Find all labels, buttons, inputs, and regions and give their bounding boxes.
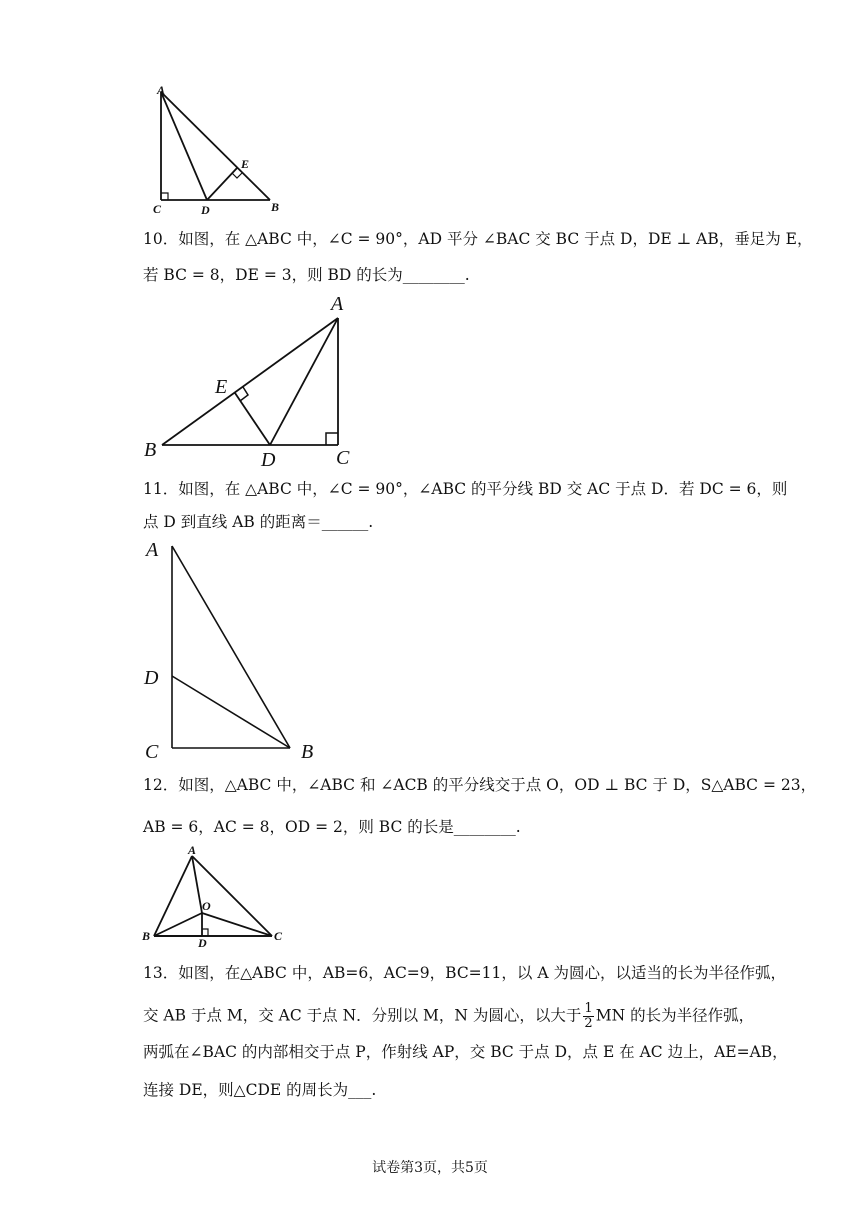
label-B: B bbox=[142, 929, 151, 943]
question-12-line-2: AB = 6，AC = 8，OD = 2，则 BC 的长是________. bbox=[143, 818, 521, 836]
question-10 bbox=[143, 229, 812, 249]
question-13-line-3: 两弧在∠BAC 的内部相交于点 P，作射线 AP，交 BC 于点 D，点 E 在 AC 边上，AE=AB， bbox=[143, 1043, 788, 1061]
question-13-continued-2 bbox=[143, 1002, 754, 1031]
fraction-numerator: 1 bbox=[584, 1001, 593, 1016]
label-E: E bbox=[215, 376, 228, 398]
label-C: C bbox=[153, 202, 162, 216]
segment-AB bbox=[154, 856, 192, 936]
question-13 bbox=[143, 963, 786, 983]
right-angle-mark-C bbox=[326, 433, 338, 445]
question-13-line-2a: 交 AB 于点 M，交 AC 于点 N．分别以 M，N 为圆心，以大于 bbox=[143, 1006, 582, 1025]
question-13-continued-3 bbox=[143, 1042, 788, 1062]
segment-DB bbox=[172, 676, 290, 748]
question-12-line-1: 如图，△ABC 中，∠ABC 和 ∠ACB 的平分线交于点 O，OD ⊥ BC 于 D，S△ABC = 23， bbox=[178, 776, 817, 794]
label-A: A bbox=[146, 539, 159, 561]
label-E: E bbox=[241, 157, 250, 171]
label-B: B bbox=[301, 741, 314, 763]
right-angle-mark-E bbox=[232, 173, 242, 178]
question-10-continued bbox=[143, 265, 470, 285]
label-C: C bbox=[336, 447, 350, 469]
fraction-one-half bbox=[583, 1002, 593, 1031]
figure-2 bbox=[140, 290, 360, 470]
label-C: C bbox=[145, 741, 159, 763]
question-12-continued bbox=[143, 817, 521, 837]
figure-3 bbox=[140, 536, 340, 766]
question-13-number: 13． bbox=[143, 964, 179, 982]
right-angle-mark-C bbox=[161, 193, 168, 200]
question-13-line-1: 如图，在△ABC 中，AB=6，AC=9，BC=11，以 A 为圆心，以适当的长为半径作弧， bbox=[178, 964, 786, 982]
label-O: O bbox=[202, 899, 211, 913]
question-11-line-2: 点 D 到直线 AB 的距离＝______. bbox=[143, 513, 374, 531]
right-angle-mark-E bbox=[240, 387, 248, 401]
figure-4-svg bbox=[140, 842, 290, 952]
segment-AB bbox=[161, 92, 270, 200]
question-11 bbox=[143, 479, 787, 499]
segment-BO bbox=[154, 913, 202, 936]
label-A: A bbox=[157, 83, 166, 97]
question-10-line-1: 如图，在 △ABC 中，∠C = 90°，AD 平分 ∠BAC 交 BC 于点 D，DE ⊥ AB，垂足为 E， bbox=[178, 230, 813, 248]
question-11-continued bbox=[143, 512, 373, 532]
label-D: D bbox=[144, 667, 159, 689]
question-13-continued-4 bbox=[143, 1080, 376, 1100]
figure-1 bbox=[148, 80, 298, 216]
label-C: C bbox=[274, 929, 283, 943]
label-A: A bbox=[188, 843, 197, 857]
figure-4 bbox=[140, 842, 290, 952]
fraction-denominator: 2 bbox=[584, 1016, 593, 1031]
question-10-number: 10． bbox=[143, 230, 179, 248]
question-11-line-1: 如图，在 △ABC 中，∠C = 90°，∠ABC 的平分线 BD 交 AC 于点 D．若 DC = 6，则 bbox=[178, 480, 788, 498]
label-B: B bbox=[144, 439, 157, 461]
question-10-line-2: 若 BC = 8，DE = 3，则 BD 的长为________. bbox=[143, 266, 470, 284]
question-12-number: 12． bbox=[143, 776, 179, 794]
label-D: D bbox=[261, 449, 276, 471]
figure-1-svg bbox=[148, 80, 298, 216]
segment-BA bbox=[162, 318, 338, 445]
segment-AD bbox=[161, 92, 207, 200]
question-13-line-2b: MN 的长为半径作弧， bbox=[595, 1006, 755, 1025]
figure-3-svg bbox=[140, 536, 340, 766]
figure-2-svg bbox=[140, 290, 360, 470]
label-B: B bbox=[271, 200, 280, 214]
segment-AD bbox=[270, 318, 338, 445]
page-footer: 试卷第3页，共5页 bbox=[372, 1160, 488, 1176]
label-D: D bbox=[198, 936, 207, 950]
segment-AC bbox=[192, 856, 272, 936]
question-12 bbox=[143, 775, 816, 795]
question-13-line-4: 连接 DE，则△CDE 的周长为___. bbox=[143, 1081, 377, 1099]
segment-AB bbox=[172, 546, 290, 748]
question-11-number: 11． bbox=[143, 480, 179, 498]
label-D: D bbox=[201, 203, 210, 217]
label-A: A bbox=[331, 293, 344, 315]
